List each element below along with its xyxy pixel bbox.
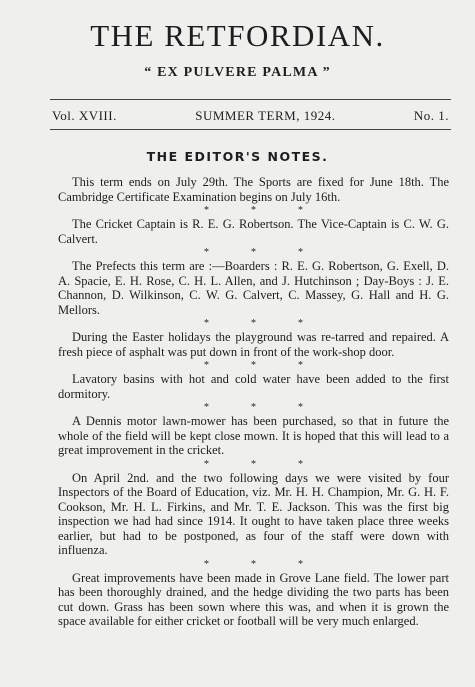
issue-number: No. 1. bbox=[413, 108, 449, 123]
separator-star: * bbox=[251, 318, 256, 329]
paragraph: This term ends on July 29th. The Sports are fixed for June 18th. The Cambridge Certificate Examination begins on July 16th. bbox=[58, 175, 449, 204]
paragraph: On April 2nd. and the two following days we were visited by four Inspectors of the Board of Education, viz. Mr. H. H. Champion, Mr. G. H. F. Cookson, Mr. H. L. Firkins, and Mr. T. E. Jackson. This was the first big inspection we had had since 1914. It ought to have taken place three weeks earlier, but had to be postponed, as four of the staff were down with influenza. bbox=[58, 470, 449, 557]
section-heading: THE EDITOR'S NOTES. bbox=[146, 149, 329, 164]
separator-star: * bbox=[204, 247, 209, 258]
article-body bbox=[58, 175, 449, 629]
issue-info-bar bbox=[52, 108, 449, 124]
paragraph: Great improvements have been made in Grove Lane field. The lower part has been thoroughly drained, and the hedge dividing the two parts has been cut down. Grass has been sown where this was, and when it is grown the space available for either cricket or football will be very much enlarged. bbox=[58, 570, 449, 628]
separator bbox=[58, 458, 449, 471]
bottom-rule bbox=[50, 129, 451, 130]
separator-star: * bbox=[204, 360, 209, 371]
separator bbox=[58, 317, 449, 330]
separator-star: * bbox=[204, 402, 209, 413]
separator-star: * bbox=[251, 402, 256, 413]
masthead-title: THE RETFORDIAN. bbox=[90, 18, 385, 53]
separator bbox=[58, 359, 449, 372]
separator-star: * bbox=[298, 558, 303, 570]
separator-star: * bbox=[204, 458, 209, 470]
separator-star: * bbox=[298, 205, 303, 216]
separator bbox=[58, 558, 449, 571]
separator-star: * bbox=[298, 360, 303, 371]
separator-star: * bbox=[251, 247, 256, 258]
paragraph: The Prefects this term are :—Boarders : R. E. G. Robertson, G. Exell, D. A. Spacie, E. H. Rose, C. H. L. Allen, and J. Hutchinson ; Day-Boys : J. E. Channon, D. Wilkinson, C. W. G. Calvert, C. Massey, G. Hall and H. G. Mellors. bbox=[58, 259, 449, 317]
separator bbox=[58, 401, 449, 414]
separator-star: * bbox=[298, 318, 303, 329]
paragraph: A Dennis motor lawn-mower has been purchased, so that in future the whole of the field will be kept close mown. It is hoped that this will lead to a great improvement in the cricket. bbox=[58, 414, 449, 457]
term-label: SUMMER TERM, 1924. bbox=[195, 108, 336, 123]
masthead-motto: “ EX PULVERE PALMA ” bbox=[144, 65, 331, 80]
separator-star: * bbox=[251, 360, 256, 371]
separator-star: * bbox=[298, 402, 303, 413]
separator-star: * bbox=[204, 318, 209, 329]
separator bbox=[58, 246, 449, 259]
separator bbox=[58, 204, 449, 217]
paragraph: During the Easter holidays the playground was re-tarred and repaired. A fresh piece of asphalt was put down in front of the work-shop door. bbox=[58, 330, 449, 359]
volume-label: Vol. XVIII. bbox=[52, 108, 117, 123]
separator-star: * bbox=[251, 558, 256, 570]
separator-star: * bbox=[298, 458, 303, 470]
paragraph: The Cricket Captain is R. E. G. Robertson. The Vice-Captain is C. W. G. Calvert. bbox=[58, 217, 449, 246]
separator-star: * bbox=[251, 458, 256, 470]
top-rule bbox=[50, 99, 451, 100]
separator-star: * bbox=[204, 205, 209, 216]
separator-star: * bbox=[251, 205, 256, 216]
paragraph: Lavatory basins with hot and cold water have been added to the first dormitory. bbox=[58, 372, 449, 401]
separator-star: * bbox=[204, 558, 209, 570]
separator-star: * bbox=[298, 247, 303, 258]
